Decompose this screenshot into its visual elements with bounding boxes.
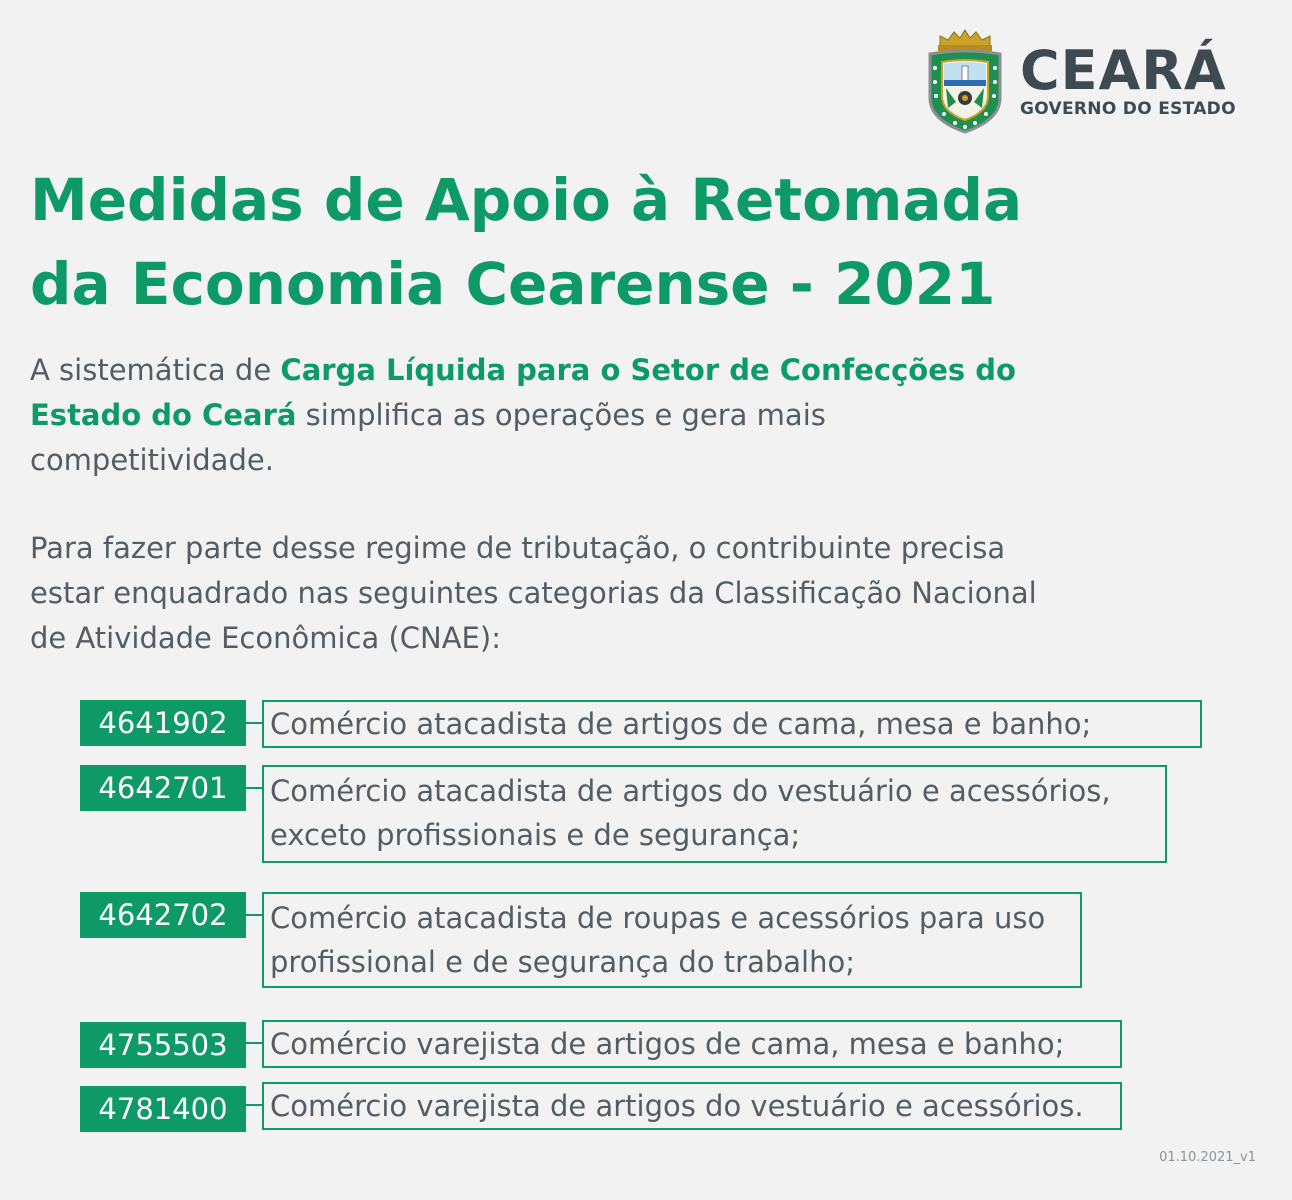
cnae-connector — [246, 1104, 262, 1106]
intro-prefix: A sistemática de — [30, 353, 281, 387]
cnae-code: 4642701 — [80, 765, 246, 811]
cnae-description: Comércio atacadista de artigos de cama, mesa e banho; — [262, 700, 1202, 748]
brand-subtitle: GOVERNO DO ESTADO — [1020, 99, 1236, 119]
cnae-code: 4755503 — [80, 1022, 246, 1068]
cnae-code: 4642702 — [80, 892, 246, 938]
intro-paragraph — [30, 348, 1040, 483]
ceara-coat-of-arms-icon — [922, 28, 1008, 136]
cnae-connector — [246, 1042, 262, 1044]
title-line-2: da Economia Cearense - 2021 — [30, 250, 996, 318]
ceara-logo — [922, 28, 1236, 136]
cnae-connector — [246, 914, 262, 916]
brand-text — [1020, 39, 1236, 120]
brand-name: CEARÁ — [1020, 39, 1227, 102]
intro-highlight: Carga Líquida para o Setor de Confecções do Estado do Ceará — [30, 353, 1016, 432]
intro-suffix: simplifica as operações e gera mais competitividade. — [30, 398, 826, 477]
cnae-connector — [246, 787, 262, 789]
cnae-description: Comércio varejista de artigos de cama, mesa e banho; — [262, 1020, 1122, 1068]
page-title — [30, 158, 1130, 326]
requirement-paragraph: Para fazer parte desse regime de tributação, o contribuinte precisa estar enquadrado nas seguintes categorias da Classificação Nacional de Atividade Econômica (CNAE): — [30, 531, 1037, 655]
cnae-description: Comércio varejista de artigos do vestuário e acessórios. — [262, 1082, 1122, 1130]
cnae-code: 4781400 — [80, 1086, 246, 1132]
cnae-description: Comércio atacadista de roupas e acessórios para uso profissional e de segurança do trabalho; — [262, 892, 1082, 988]
version-label: 01.10.2021_v1 — [1159, 1150, 1256, 1165]
cnae-code: 4641902 — [80, 700, 246, 746]
title-line-1: Medidas de Apoio à Retomada — [30, 166, 1023, 234]
cnae-connector — [246, 722, 262, 724]
cnae-description: Comércio atacadista de artigos do vestuário e acessórios, exceto profissionais e de segurança; — [262, 765, 1167, 863]
